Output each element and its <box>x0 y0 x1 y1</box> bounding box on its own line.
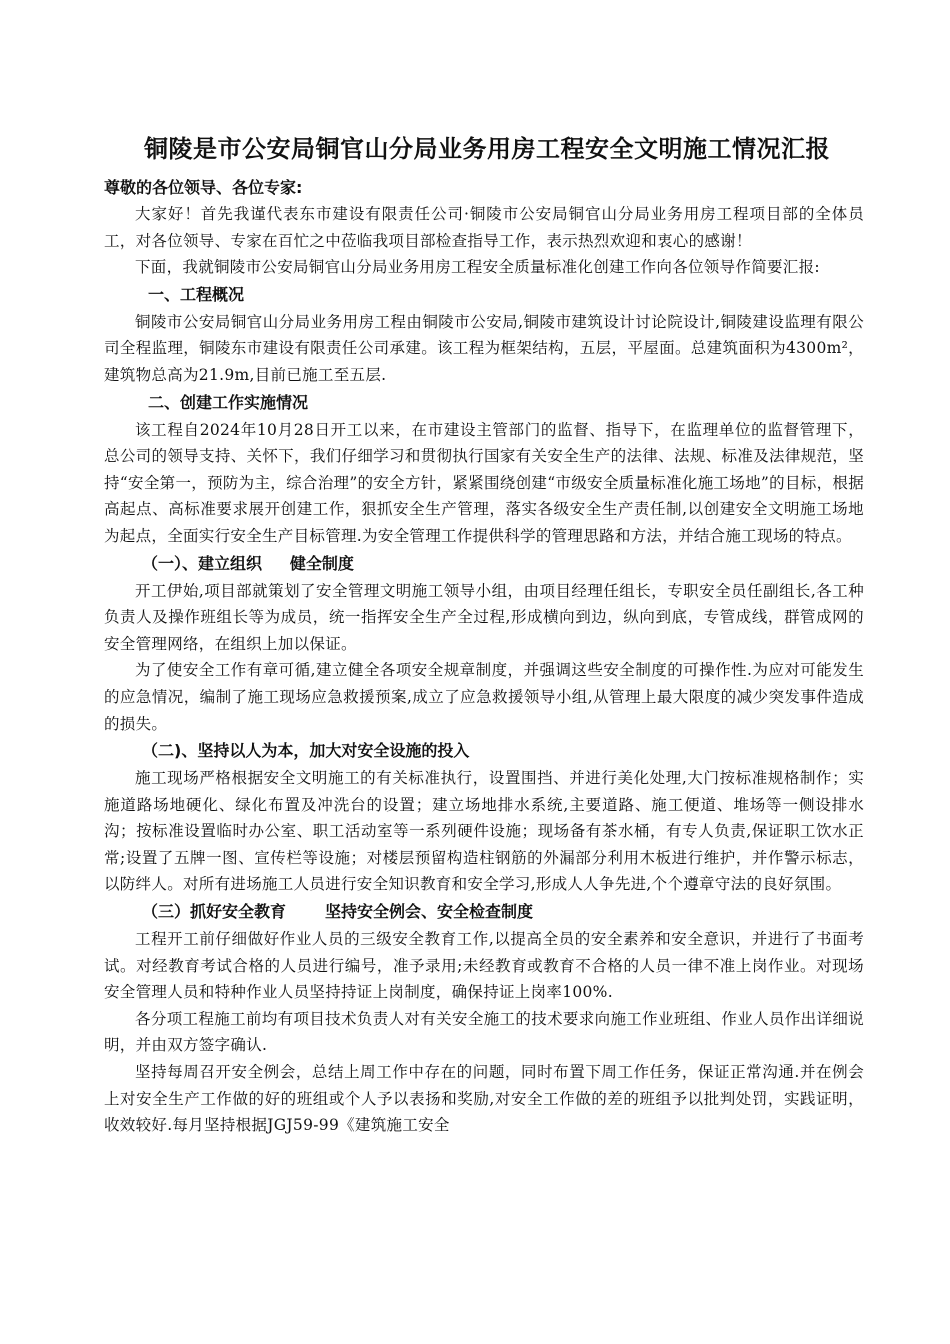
document-title: 铜陵是市公安局铜官山分局业务用房工程安全文明施工情况汇报 <box>144 135 830 163</box>
subsection-paragraph: 施工现场严格根据安全文明施工的有关标准执行，设置围挡、并进行美化处理,大门按标准规格制作；实施道路场地硬化、绿化布置及冲洗台的设置；建立场地排水系统,主要道路、施工便道、堆场等一侧设排水沟；按标准设置临时办公室、职工活动室等一系列硬件设施；现场备有茶水桶，有专人负责,保证职工饮水正常;设置了五牌一图、宣传栏等设施；对楼层预留构造柱钢筋的外漏部分利用木板进行维护，并作警示标志，以防绊人。对所有进场施工人员进行安全知识教育和安全学习,形成人人争先进,个个遵章守法的良好氛围。 <box>104 769 864 894</box>
subsection-paragraph: 工程开工前仔细做好作业人员的三级安全教育工作,以提高全员的安全素养和安全意识，并进行了书面考试。对经教育考试合格的人员进行编号，准予录用;未经教育或教育不合格的人员一律不准上岗作业。对现场安全管理人员和特种作业人员坚持持证上岗制度，确保持证上岗率100%. <box>104 930 864 1002</box>
section-heading-implementation: 二、创建工作实施情况 <box>148 392 309 412</box>
section-paragraph: 铜陵市公安局铜官山分局业务用房工程由铜陵市公安局,铜陵市建筑设计讨论院设计,铜陵建设监理有限公司全程监理，铜陵东市建设有限责任公司承建。该工程为框架结构，五层，平屋面。总建筑面积为4300m²，建筑物总高为21.9m,目前已施工至五层. <box>104 312 864 384</box>
subsection-paragraph: 为了使安全工作有章可循,建立健全各项安全规章制度，并强调这些安全制度的可操作性.为应对可能发生的应急情况，编制了施工现场应急救援预案,成立了应急救援领导小组,从管理上最大限度的减少突发事件造成的损失。 <box>104 661 864 733</box>
subsection-paragraph: 坚持每周召开安全例会，总结上周工作中存在的问题，同时布置下周工作任务，保证正常沟通.并在例会上对安全生产工作做的好的班组或个人予以表扬和奖励,对安全工作做的差的班组予以批判处罚，实践证明，收效较好.每月坚持根据JGJ59-99《建筑施工安全 <box>104 1063 864 1135</box>
intro-paragraph: 大家好！首先我谨代表东市建设有限责任公司·铜陵市公安局铜官山分局业务用房工程项目部的全体员工，对各位领导、专家在百忙之中莅临我项目部检查指导工作，表示热烈欢迎和衷心的感谢！ <box>104 205 864 250</box>
document-page <box>104 130 864 1139</box>
subsection-heading-organization: （一）、建立组织 健全制度 <box>142 553 354 573</box>
subsection-paragraph: 各分项工程施工前均有项目技术负责人对有关安全施工的技术要求向施工作业班组、作业人员作出详细说明，并由双方签字确认. <box>104 1009 864 1055</box>
subsection-heading-facilities: （二)、坚持以人为本，加大对安全设施的投入 <box>142 741 470 761</box>
subsection-paragraph: 开工伊始,项目部就策划了安全管理文明施工领导小组，由项目经理任组长，专职安全员任副组长,各工种负责人及操作班组长等为成员，统一指挥安全生产全过程,形成横向到边，纵向到底，专管成线，群管成网的安全管理网络，在组织上加以保证。 <box>104 581 864 653</box>
intro-paragraph: 下面，我就铜陵市公安局铜官山分局业务用房工程安全质量标准化创建工作向各位领导作简要汇报: <box>135 258 820 277</box>
greeting: 尊敬的各位领导、各位专家: <box>104 178 303 197</box>
section-heading-overview: 一、工程概况 <box>148 284 245 304</box>
section-paragraph: 该工程自2024年10月28日开工以来，在市建设主管部门的监督、指导下，在监理单位的监督管理下，总公司的领导支持、关怀下，我们仔细学习和贯彻执行国家有关安全生产的法律、法规、标准及法律规范，坚持“安全第一，预防为主，综合治理”的安全方针，紧紧围绕创建“市级安全质量标准化施工场地”的目标，根据高起点、高标准要求展开创建工作，狠抓安全生产管理，落实各级安全生产责任制,以创建安全文明施工场地为起点，全面实行安全生产目标管理.为安全管理工作提供科学的管理思路和方法，并结合施工现场的特点。 <box>104 420 864 545</box>
subsection-heading-education: （三）抓好安全教育 坚持安全例会、安全检查制度 <box>142 902 533 922</box>
